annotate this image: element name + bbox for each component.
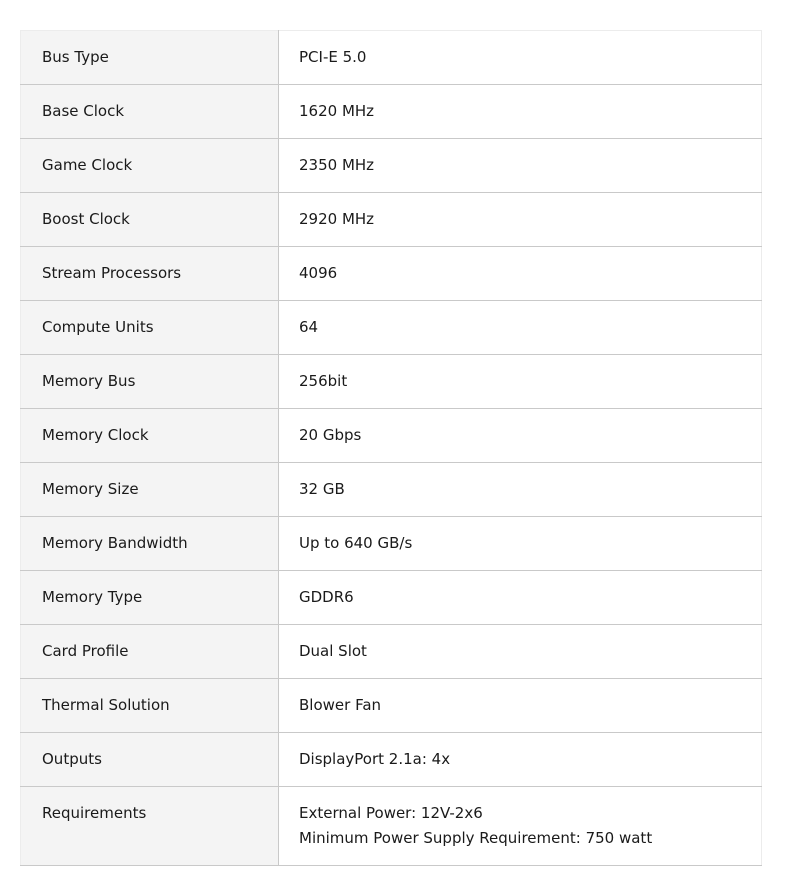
- spec-label-cell: [21, 571, 279, 625]
- spec-value: Blower Fan: [299, 696, 382, 714]
- spec-row-memory-bandwidth: [21, 517, 762, 571]
- spec-value: 64: [299, 318, 319, 336]
- spec-value: 20 Gbps: [299, 426, 362, 444]
- spec-label-cell: [21, 625, 279, 679]
- spec-value: [299, 787, 761, 865]
- spec-label-cell: [21, 409, 279, 463]
- spec-label-cell: [21, 355, 279, 409]
- spec-label: Memory Type: [42, 588, 143, 606]
- spec-label: Memory Bandwidth: [42, 534, 188, 552]
- spec-row-game-clock: [21, 139, 762, 193]
- spec-value-cell: [279, 679, 762, 733]
- spec-row-bus-type: [21, 31, 762, 85]
- spec-label-cell: [21, 679, 279, 733]
- spec-value-cell: [279, 463, 762, 517]
- spec-label-cell: [21, 301, 279, 355]
- spec-label: Stream Processors: [42, 264, 182, 282]
- spec-value-cell: [279, 355, 762, 409]
- spec-value: DisplayPort 2.1a: 4x: [299, 750, 451, 768]
- spec-label: Thermal Solution: [42, 696, 170, 714]
- spec-value: 2920 MHz: [299, 210, 375, 228]
- spec-value: 256bit: [299, 372, 348, 390]
- spec-label-cell: [21, 733, 279, 787]
- spec-value: Dual Slot: [299, 642, 367, 660]
- spec-value-cell: [279, 301, 762, 355]
- spec-label: Outputs: [42, 750, 102, 768]
- spec-value-cell: [279, 31, 762, 85]
- spec-value-cell: [279, 193, 762, 247]
- spec-label-cell: [21, 85, 279, 139]
- spec-row-memory-type: [21, 571, 762, 625]
- spec-label-cell: [21, 463, 279, 517]
- spec-value-cell: [279, 85, 762, 139]
- spec-label: Memory Clock: [42, 426, 149, 444]
- spec-value-cell: [279, 247, 762, 301]
- spec-table-body: [21, 31, 762, 866]
- spec-value: PCI-E 5.0: [299, 48, 367, 66]
- spec-label: Game Clock: [42, 156, 133, 174]
- spec-row-base-clock: [21, 85, 762, 139]
- spec-value-line: Minimum Power Supply Requirement: 750 watt: [299, 829, 653, 847]
- spec-value-cell: [279, 409, 762, 463]
- spec-row-card-profile: [21, 625, 762, 679]
- spec-value-cell: [279, 625, 762, 679]
- spec-value-cell: [279, 517, 762, 571]
- spec-label-cell: [21, 517, 279, 571]
- spec-row-thermal-solution: [21, 679, 762, 733]
- spec-label: Requirements: [42, 804, 147, 822]
- spec-value-cell: [279, 733, 762, 787]
- spec-value: 2350 MHz: [299, 156, 375, 174]
- spec-row-memory-bus: [21, 355, 762, 409]
- spec-label: Boost Clock: [42, 210, 130, 228]
- spec-value: 32 GB: [299, 480, 345, 498]
- spec-row-compute-units: [21, 301, 762, 355]
- spec-row-memory-size: [21, 463, 762, 517]
- spec-row-stream-processors: [21, 247, 762, 301]
- spec-value: 1620 MHz: [299, 102, 375, 120]
- spec-label: Card Profile: [42, 642, 129, 660]
- spec-row-memory-clock: [21, 409, 762, 463]
- spec-label-cell: [21, 31, 279, 85]
- spec-value: GDDR6: [299, 588, 354, 606]
- spec-row-boost-clock: [21, 193, 762, 247]
- spec-value-cell: [279, 139, 762, 193]
- spec-label: Memory Size: [42, 480, 139, 498]
- spec-label: Compute Units: [42, 318, 154, 336]
- spec-value: Up to 640 GB/s: [299, 534, 413, 552]
- spec-row-requirements: [21, 787, 762, 866]
- spec-row-outputs: [21, 733, 762, 787]
- spec-label: Bus Type: [42, 48, 109, 66]
- spec-value-cell: [279, 571, 762, 625]
- spec-label: Memory Bus: [42, 372, 136, 390]
- spec-value-cell: [279, 787, 762, 866]
- spec-value-line: External Power: 12V-2x6: [299, 804, 483, 822]
- spec-value: 4096: [299, 264, 338, 282]
- spec-label-cell: [21, 139, 279, 193]
- spec-table: [20, 30, 762, 866]
- spec-label-cell: [21, 787, 279, 866]
- spec-label-cell: [21, 193, 279, 247]
- spec-label-cell: [21, 247, 279, 301]
- spec-label: Base Clock: [42, 102, 125, 120]
